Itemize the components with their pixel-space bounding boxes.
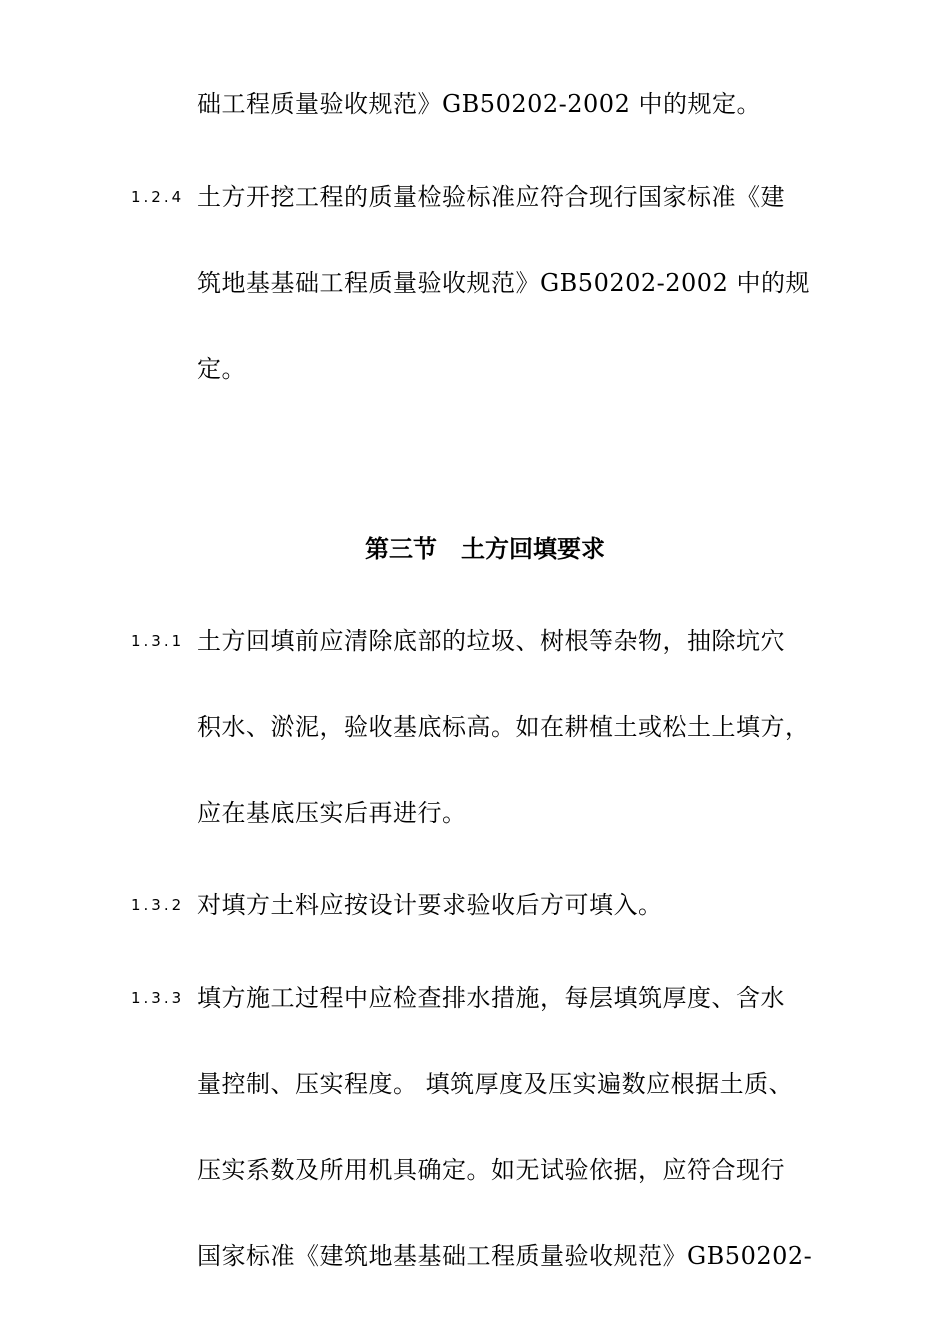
text-line: 土方回填前应清除底部的垃圾、树根等杂物，抽除坑穴 [197,627,785,655]
text-line: 土方开挖工程的质量检验标准应符合现行国家标准《建 [197,183,785,211]
clause-number-1-3-3: 1.3.3 [131,989,185,1007]
clause-number-1-3-1: 1.3.1 [131,632,185,650]
text-line: 对填方土料应按设计要求验收后方可填入。 [197,891,663,919]
clause-number-1-2-4: 1.2.4 [131,188,185,206]
section-heading: 第三节 土方回填要求 [365,535,605,563]
clause-number-1-3-2: 1.3.2 [131,896,185,914]
text-line: 量控制、压实程度。 填筑厚度及压实遍数应根据土质、 [197,1070,794,1098]
text-line: 国家标准《建筑地基基础工程质量验收规范》GB50202- [197,1242,813,1270]
text-line: 压实系数及所用机具确定。如无试验依据，应符合现行 [197,1156,785,1184]
text-line: 应在基底压实后再进行。 [197,799,467,827]
text-line: 定。 [197,355,246,383]
text-line: 积水、淤泥，验收基底标高。如在耕植土或松土上填方， [197,713,810,741]
text-line: 筑地基基础工程质量验收规范》GB50202-2002 中的规 [197,269,810,297]
text-line: 填方施工过程中应检查排水措施，每层填筑厚度、含水 [197,984,785,1012]
text-line: 础工程质量验收规范》GB50202-2002 中的规定。 [197,90,761,118]
